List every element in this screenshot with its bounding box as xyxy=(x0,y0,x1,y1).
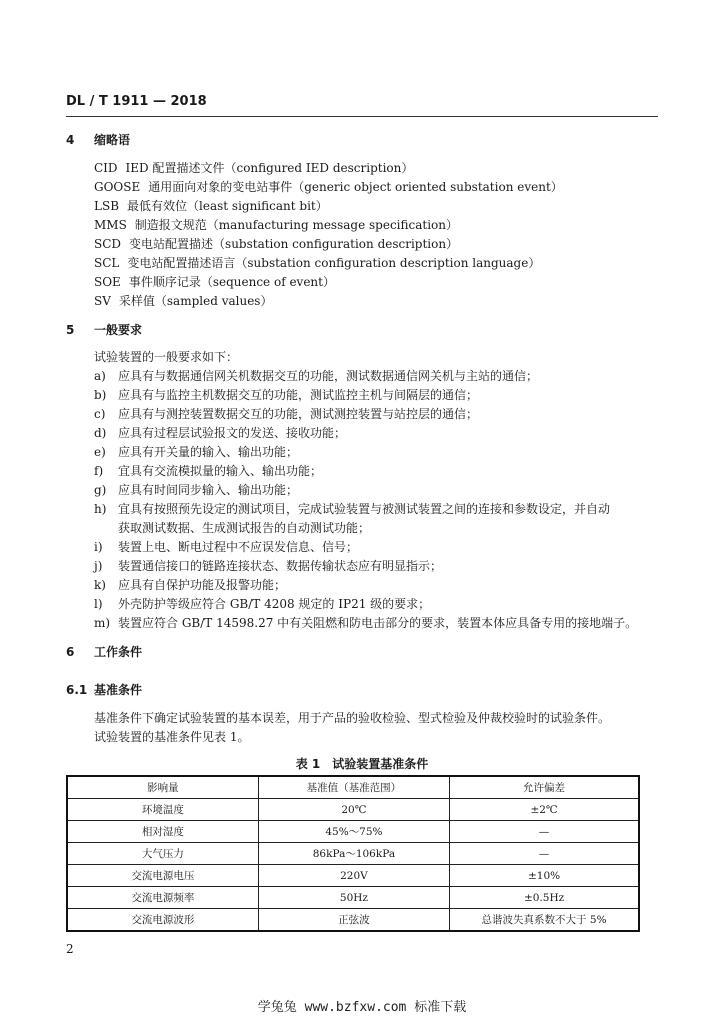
table-cell: 交流电源频率 xyxy=(67,887,258,909)
column-header: 允许偏差 xyxy=(450,776,639,799)
abbr-code: GOOSE xyxy=(94,180,141,194)
column-header: 影响量 xyxy=(67,776,258,799)
section-number: 6.1 xyxy=(66,683,88,697)
abbr-text: 变电站配置描述语言（substation configuration description language） xyxy=(127,256,541,270)
watermark: 学兔兔 www.bzfxw.com 标准下载 xyxy=(257,1000,467,1015)
item-text: 应具有自保护功能及报警功能； xyxy=(118,578,287,592)
item-text: 应具有与监控主机数据交互的功能，测试监控主机与间隔层的通信； xyxy=(118,388,479,402)
table-cell: ±10% xyxy=(450,865,639,887)
item-label: j) xyxy=(94,559,103,573)
section-4-heading xyxy=(66,131,130,148)
section-title: 基准条件 xyxy=(94,683,143,697)
item-text: 应具有开关量的输入、输出功能； xyxy=(118,445,299,459)
item-label: e) xyxy=(94,445,106,459)
table-row xyxy=(67,887,639,909)
abbr-code: LSB xyxy=(94,199,120,213)
item-label: h) xyxy=(94,502,107,516)
abbr-code: CID xyxy=(94,161,118,175)
table-cell: ±0.5Hz xyxy=(450,887,639,909)
abbr-text: 最低有效位（least significant bit） xyxy=(127,199,328,213)
page-header: DL / T 1911 — 2018 xyxy=(66,94,207,109)
item-label: m) xyxy=(94,616,111,630)
abbr-text: 通用面向对象的变电站事件（generic object oriented substation event） xyxy=(148,180,563,194)
section-6-1-paragraph: 基准条件下确定试验装置的基本误差，用于产品的验收检验、型式检验及仲裁校验时的试验条件。 xyxy=(94,711,611,725)
requirement-item xyxy=(94,386,478,403)
requirement-item xyxy=(94,424,346,441)
table-cell: 交流电源电压 xyxy=(67,865,258,887)
requirement-item xyxy=(94,500,610,517)
header-rule xyxy=(66,116,658,117)
section-5-intro: 试验装置的一般要求如下： xyxy=(94,350,239,364)
abbr-text: 事件顺序记录（sequence of event） xyxy=(128,275,335,289)
section-number: 5 xyxy=(66,323,75,337)
section-title: 工作条件 xyxy=(94,645,143,659)
abbr-code: SCL xyxy=(94,256,120,270)
abbr-item xyxy=(94,235,458,252)
item-text: 应具有与数据通信网关机数据交互的功能，测试数据通信网关机与主站的通信； xyxy=(118,369,539,383)
requirement-item xyxy=(94,481,298,498)
table-cell: 正弦波 xyxy=(258,909,449,932)
item-text: 应具有过程层试验报文的发送、接收功能； xyxy=(118,426,347,440)
column-header: 基准值（基准范围） xyxy=(258,776,449,799)
item-label: b) xyxy=(94,388,107,402)
section-6-1-paragraph: 试验装置的基准条件见表 1。 xyxy=(94,730,250,744)
table-row xyxy=(67,799,639,821)
section-6-1-heading xyxy=(66,681,142,698)
page-number: 2 xyxy=(66,942,74,956)
table-title: 表 1 试验装置基准条件 xyxy=(295,757,429,771)
item-text: 装置上电、断电过程中不应误发信息、信号； xyxy=(118,540,359,554)
table-cell: 86kPa～106kPa xyxy=(258,843,449,865)
requirement-item xyxy=(94,614,637,631)
abbr-item xyxy=(94,216,458,233)
section-number: 4 xyxy=(66,133,75,147)
table-cell: 交流电源波形 xyxy=(67,909,258,932)
section-6-heading xyxy=(66,643,142,660)
table-cell: — xyxy=(450,821,639,843)
abbr-text: 制造报文规范（manufacturing message specification） xyxy=(134,218,458,232)
item-text: 宜具有按照预先设定的测试项目，完成试验装置与被测试装置之间的连接和参数设定，并自动 xyxy=(118,502,611,516)
table-row xyxy=(67,909,639,932)
abbr-code: SV xyxy=(94,294,111,308)
item-label: f) xyxy=(94,464,104,478)
table-cell: 220V xyxy=(258,865,449,887)
requirement-item xyxy=(94,462,322,479)
reference-conditions-table xyxy=(66,775,640,932)
abbr-code: MMS xyxy=(94,218,127,232)
table-header-row xyxy=(67,776,639,799)
abbr-code: SOE xyxy=(94,275,121,289)
requirement-item xyxy=(94,595,430,612)
item-text: 应具有与测控装置数据交互的功能，测试测控装置与站控层的通信； xyxy=(118,407,479,421)
requirement-item xyxy=(94,405,478,422)
abbr-text: IED 配置描述文件（configured IED description） xyxy=(125,161,414,175)
item-label: a) xyxy=(94,369,106,383)
item-label: g) xyxy=(94,483,107,497)
item-label: l) xyxy=(94,597,103,611)
abbr-text: 采样值（sampled values） xyxy=(118,294,273,308)
table-cell: 环境温度 xyxy=(67,799,258,821)
abbr-code: SCD xyxy=(94,237,122,251)
requirement-item xyxy=(94,538,358,555)
table-cell: 大气压力 xyxy=(67,843,258,865)
item-text: 外壳防护等级应符合 GB/T 4208 规定的 IP21 级的要求； xyxy=(118,597,431,611)
table-cell: 总谐波失真系数不大于 5% xyxy=(450,909,639,932)
table-cell: — xyxy=(450,843,639,865)
requirement-item xyxy=(94,557,442,574)
section-title: 一般要求 xyxy=(94,323,143,337)
section-number: 6 xyxy=(66,645,75,659)
item-text: 装置应符合 GB/T 14598.27 中有关阻燃和防电击部分的要求，装置本体应具备专用的接地端子。 xyxy=(118,616,638,630)
item-text: 应具有时间同步输入、输出功能； xyxy=(118,483,299,497)
abbr-item xyxy=(94,197,328,214)
abbr-item xyxy=(94,273,335,290)
requirement-item xyxy=(94,576,286,593)
requirement-item xyxy=(94,443,298,460)
item-label: i) xyxy=(94,540,103,554)
abbr-item xyxy=(94,292,272,309)
table-cell: 50Hz xyxy=(258,887,449,909)
item-label: k) xyxy=(94,578,106,592)
section-title: 缩略语 xyxy=(94,133,131,147)
table-cell: 20℃ xyxy=(258,799,449,821)
table-row xyxy=(67,843,639,865)
table-row xyxy=(67,821,639,843)
item-text: 装置通信接口的链路连接状态、数据传输状态应有明显指示； xyxy=(118,559,443,573)
item-label: c) xyxy=(94,407,106,421)
requirement-item xyxy=(94,367,538,384)
table-cell: 45%～75% xyxy=(258,821,449,843)
abbr-item xyxy=(94,254,540,271)
requirement-item-continuation: 获取测试数据、生成测试报告的自动测试功能； xyxy=(118,521,371,535)
abbr-item xyxy=(94,178,563,195)
section-5-heading xyxy=(66,321,142,338)
table-cell: 相对湿度 xyxy=(67,821,258,843)
abbr-text: 变电站配置描述（substation configuration description） xyxy=(129,237,459,251)
item-text: 宜具有交流模拟量的输入、输出功能； xyxy=(118,464,323,478)
item-label: d) xyxy=(94,426,107,440)
table-cell: ±2℃ xyxy=(450,799,639,821)
abbr-item xyxy=(94,159,413,176)
table-row xyxy=(67,865,639,887)
